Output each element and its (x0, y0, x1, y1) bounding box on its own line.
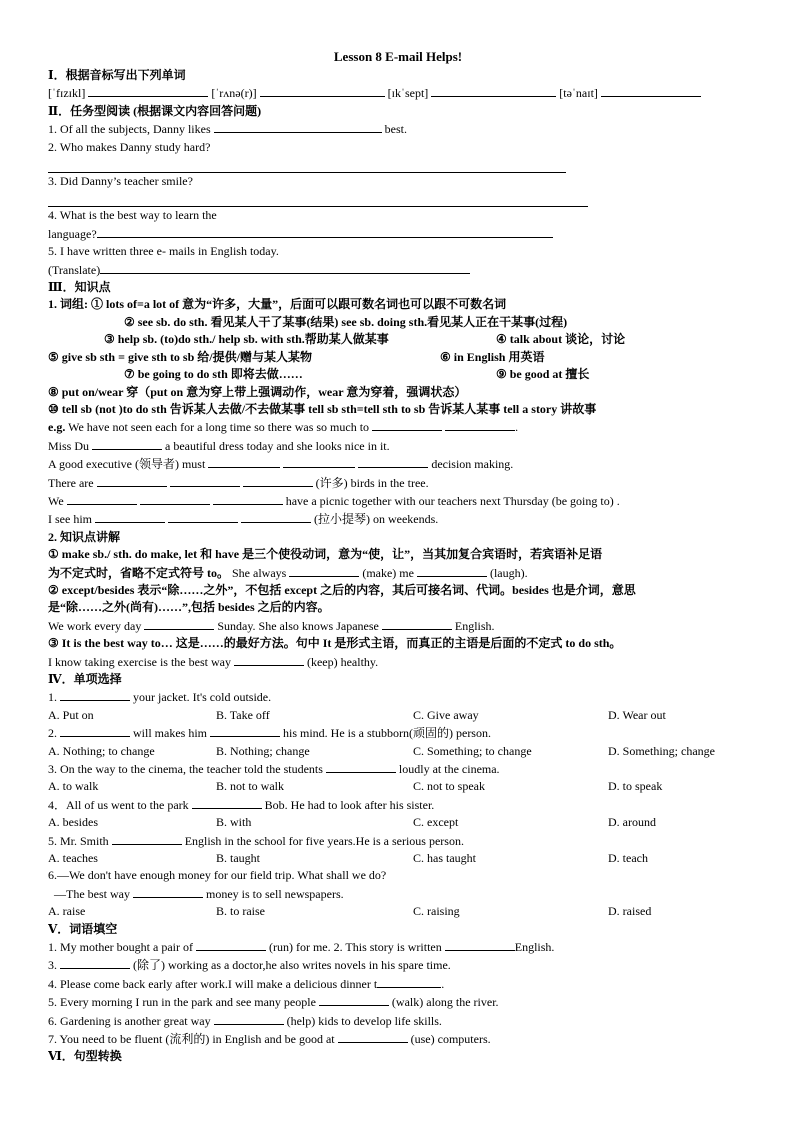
question-text: 6. Gardening is another great way (48, 1013, 211, 1028)
mc-options-2 (48, 743, 748, 760)
example-text: (make) me (362, 565, 414, 580)
phonetic-1: [ˈfɪzɪkl] (48, 86, 86, 101)
option-a[interactable]: A. Nothing; to change (48, 743, 155, 758)
section-2-heading: Ⅱ．任务型阅读 (根据课文内容回答问题) (48, 103, 262, 118)
answer-blank[interactable] (377, 975, 441, 988)
example-text: (拉小提琴) on weekends. (314, 512, 439, 527)
mc-options-4 (48, 814, 748, 831)
answer-blank[interactable] (213, 492, 283, 505)
mc-question-1 (48, 688, 748, 706)
answer-blank[interactable] (601, 84, 701, 97)
explanation-2: ② except/besides 表示“除……之外”，不包括 except 之后的内容，其后可接名词、代词。besides 也是介词，意思 (48, 582, 636, 597)
answer-blank[interactable] (243, 474, 313, 487)
question-text: 2. (48, 726, 57, 741)
answer-blank[interactable] (382, 617, 452, 630)
option-c[interactable]: C. Something; to change (413, 743, 532, 758)
answer-blank[interactable] (283, 455, 355, 468)
question-text: English. (514, 940, 555, 954)
phrase-7: ⑩ tell sb (not )to do sth 告诉某人去做/不去做某事 tell sb sth=tell sth to sb 告诉某人某事 tell a story 讲故事 (48, 401, 597, 416)
question-1 (48, 120, 748, 138)
answer-blank[interactable] (133, 885, 203, 898)
answer-blank[interactable] (319, 993, 389, 1006)
option-a[interactable]: A. raise (48, 904, 86, 919)
answer-blank[interactable] (417, 564, 487, 577)
question-text: your jacket. It's cold outside. (133, 690, 272, 705)
section-5-heading: Ⅴ．词语填空 (48, 921, 118, 936)
question-text: 3. (48, 958, 57, 973)
phrase-2: ② see sb. do sth. 看见某人干了某事(结果) see sb. doing sth.看见某人正在干某事(过程) (124, 314, 568, 329)
phrase-1: 1. 词组: ① lots of=a lot of 意为“许多，大量”，后面可以跟可数名词也可以跟不可数名词 (48, 297, 507, 312)
question-2: 2. Who makes Danny study hard? (48, 139, 211, 154)
phonetic-row (48, 84, 748, 102)
question-text: (use) computers. (410, 1032, 491, 1047)
answer-blank[interactable] (372, 418, 442, 431)
answer-blank[interactable] (241, 510, 311, 523)
question-4-cont (48, 225, 748, 243)
answer-blank[interactable] (445, 938, 515, 951)
phrase-text: ⑦ be going to do sth 即将去做…… (124, 367, 303, 382)
mc-options-6 (48, 903, 748, 920)
answer-blank[interactable] (214, 1012, 284, 1025)
option-d[interactable]: D. Something; change (608, 743, 715, 758)
phonetic-4: [təˈnaɪt] (559, 86, 598, 101)
fill-line-6 (48, 1030, 748, 1048)
mc-question-5 (48, 832, 748, 850)
question-5: 5. I have written three e- mails in English today. (48, 244, 279, 259)
phrase-3 (48, 331, 748, 348)
explanation-2-example (48, 617, 748, 635)
option-d[interactable]: D. around (608, 815, 656, 830)
phrase-text: ④ talk about 谈论，讨论 (496, 332, 626, 347)
answer-blank[interactable] (95, 510, 165, 523)
worksheet-page (48, 48, 748, 1066)
example-text: I know taking exercise is the best way (48, 654, 231, 669)
section-1-heading: Ⅰ．根据音标写出下列单词 (48, 68, 186, 82)
example-text: Miss Du (48, 438, 90, 453)
question-text: language? (48, 226, 97, 241)
mc-question-4 (48, 796, 748, 814)
answer-blank[interactable] (144, 617, 214, 630)
answer-line[interactable] (48, 156, 566, 173)
section-3-heading: Ⅲ．知识点 (48, 280, 111, 295)
option-a[interactable]: A. teaches (48, 851, 98, 865)
example-text: (许多) birds in the tree. (315, 475, 429, 490)
question-text: 3. On the way to the cinema, the teacher told the students (48, 762, 323, 776)
question-text: Bob. He had to look after his sister. (264, 797, 435, 812)
example-text: I see him (48, 512, 92, 527)
question-text: 5. Every morning I run in the park and see many people (48, 995, 316, 1010)
option-a[interactable]: A. to walk (48, 779, 99, 794)
question-text: 5. Mr. Smith (48, 833, 109, 848)
question-text: (除了) working as a doctor,he also writes novels in his spare time. (133, 958, 451, 973)
question-text: 4．All of us went to the park (48, 797, 189, 812)
question-text: (help) kids to develop life skills. (286, 1013, 442, 1028)
example-text: There are (48, 475, 94, 490)
example-text: (laugh). (489, 565, 528, 580)
answer-blank[interactable] (100, 261, 470, 274)
mc-question-6: 6.—We don't have enough money for our field trip. What shall we do? (48, 868, 387, 883)
phrase-4 (48, 349, 748, 366)
mc-options-3 (48, 778, 748, 795)
answer-blank[interactable] (234, 653, 304, 666)
question-text: 1. My mother bought a pair of (48, 940, 193, 954)
explanation-3-example (48, 653, 748, 671)
question-text: 4. Please come back early after work.I will make a delicious dinner t (48, 976, 378, 991)
phrase-6: ⑧ put on/wear 穿（put on 意为穿上带上强调动作，wear 意为穿着，强调状态） (48, 384, 467, 399)
explanation-3: ③ It is the best way to… 这是……的最好方法。句中 It 是形式主语，而真正的主语是后面的不定式 to do sth。 (48, 636, 622, 651)
example-text: We (48, 493, 64, 508)
option-b[interactable]: B. to raise (216, 904, 265, 919)
section-4-heading: Ⅳ．单项选择 (48, 672, 122, 686)
answer-blank[interactable] (60, 724, 130, 737)
option-d[interactable]: D. raised (608, 904, 652, 919)
answer-blank[interactable] (168, 510, 238, 523)
option-b[interactable]: B. taught (216, 851, 260, 865)
example-1: e.g. We have not seen each for a long time so there was so much to . (48, 420, 519, 435)
example-3 (48, 455, 748, 473)
mc-question-6-cont (48, 885, 748, 903)
question-text: 1. (48, 690, 57, 705)
example-text: She always (229, 565, 287, 580)
example-text: decision making. (431, 457, 514, 472)
example-4 (48, 474, 748, 492)
explanation-text: 为不定式时，省略不定式符号 to。 (48, 565, 229, 580)
option-c[interactable]: C. has taught (413, 851, 476, 865)
explanation-1-cont (48, 564, 748, 582)
question-text: —The best way (48, 886, 130, 901)
option-d[interactable]: D. to speak (608, 779, 663, 794)
answer-blank[interactable] (338, 1030, 408, 1043)
example-text: (keep) healthy. (306, 654, 379, 669)
option-a[interactable]: A. besides (48, 815, 98, 830)
answer-blank[interactable] (97, 225, 553, 238)
answer-blank[interactable] (60, 688, 130, 701)
answer-blank[interactable] (140, 492, 210, 505)
option-d[interactable]: D. Wear out (608, 707, 666, 722)
question-text: English in the school for five years.He is a serious person. (184, 833, 464, 848)
answer-blank[interactable] (210, 724, 280, 737)
answer-blank[interactable] (67, 492, 137, 505)
answer-blank[interactable] (358, 455, 428, 468)
question-text: will makes him (133, 726, 207, 741)
question-text: . (441, 976, 445, 991)
fill-line-4 (48, 993, 748, 1011)
phonetic-2: [ˈrʌnə(r)] (211, 86, 257, 101)
question-text: best. (384, 122, 407, 137)
option-d[interactable]: D. teach (608, 851, 648, 865)
answer-blank[interactable] (326, 760, 396, 773)
example-text: We work every day (48, 618, 142, 633)
option-b[interactable]: B. Take off (216, 707, 270, 722)
answer-blank[interactable] (214, 120, 382, 133)
answer-blank[interactable] (260, 84, 385, 97)
explanation-2-cont: 是“除……之外(尚有)……”,包括 besides 之后的内容。 (48, 600, 330, 615)
question-text: 1. Of all the subjects, Danny likes (48, 122, 211, 137)
phonetic-3: [ɪkˈsept] (387, 86, 429, 101)
answer-blank[interactable] (60, 956, 130, 969)
phrase-5 (48, 366, 748, 383)
answer-blank[interactable] (170, 474, 240, 487)
answer-blank[interactable] (92, 437, 162, 450)
example-2 (48, 437, 748, 455)
example-text: Sunday. She also knows Japanese (217, 618, 379, 633)
phrase-text: ⑨ be good at 擅长 (496, 367, 590, 382)
option-c[interactable]: C. raising (413, 904, 460, 919)
explanation-1: ① make sb./ sth. do make, let 和 have 是三个使役动词，意为“使，让”，当其加复合宾语时，若宾语补足语 (48, 547, 603, 562)
answer-blank[interactable] (192, 796, 262, 809)
question-3: 3. Did Danny’s teacher smile? (48, 174, 193, 189)
question-5-cont (48, 261, 748, 279)
answer-blank[interactable] (445, 418, 515, 431)
question-4: 4. What is the best way to learn the (48, 208, 217, 223)
mc-options-1 (48, 707, 748, 724)
fill-line-5 (48, 1012, 748, 1030)
question-text: 7. You need to be fluent (流利的) in English and be good at (48, 1032, 335, 1047)
example-text: a beautiful dress today and she looks nice in it. (165, 438, 390, 453)
example-6 (48, 510, 748, 528)
example-label: e.g. (48, 420, 66, 435)
fill-line-2 (48, 956, 748, 974)
explanation-heading: 2. 知识点讲解 (48, 529, 121, 544)
example-text: A good executive (领导者) must (48, 457, 206, 472)
mc-question-2 (48, 724, 748, 742)
option-b[interactable]: B. with (216, 815, 252, 830)
option-c[interactable]: C. Give away (413, 707, 479, 722)
answer-blank[interactable] (88, 84, 208, 97)
answer-blank[interactable] (289, 564, 359, 577)
question-text: (walk) along the river. (391, 995, 499, 1010)
phrase-text: ⑤ give sb sth = give sth to sb 给/提供/赠与某人某物 (48, 349, 312, 364)
mc-question-3 (48, 760, 748, 778)
example-5 (48, 492, 748, 510)
option-b[interactable]: B. not to walk (216, 779, 284, 794)
phrase-text: ③ help sb. (to)do sth./ help sb. with sth.帮助某人做某事 (104, 332, 389, 347)
answer-blank[interactable] (431, 84, 556, 97)
page-title: Lesson 8 E-mail Helps! (333, 49, 463, 64)
question-text: his mind. He is a stubborn(顽固的) person. (283, 726, 491, 741)
question-text: money is to sell newspapers. (205, 886, 344, 901)
option-c[interactable]: C. except (413, 815, 459, 830)
answer-blank[interactable] (112, 832, 182, 845)
example-text: have a picnic together with our teachers next Thursday (be going to) . (285, 493, 620, 508)
option-c[interactable]: C. not to speak (413, 779, 485, 794)
answer-line[interactable] (48, 190, 588, 207)
fill-line-3 (48, 975, 748, 993)
question-text: loudly at the cinema. (398, 762, 500, 776)
option-b[interactable]: B. Nothing; change (216, 743, 310, 758)
phrase-text: ⑥ in English 用英语 (440, 349, 545, 364)
answer-blank[interactable] (97, 474, 167, 487)
question-text: (run) for me. 2. This story is written (268, 940, 442, 954)
question-text: (Translate) (48, 262, 101, 277)
answer-blank[interactable] (208, 455, 280, 468)
example-text: English. (454, 618, 495, 633)
example-text: We have not seen each for a long time so there was so much to (65, 420, 370, 435)
section-6-heading: Ⅵ．句型转换 (48, 1049, 122, 1064)
option-a[interactable]: A. Put on (48, 707, 94, 722)
fill-line-1 (48, 938, 748, 956)
answer-blank[interactable] (196, 938, 266, 951)
mc-options-5 (48, 850, 748, 867)
